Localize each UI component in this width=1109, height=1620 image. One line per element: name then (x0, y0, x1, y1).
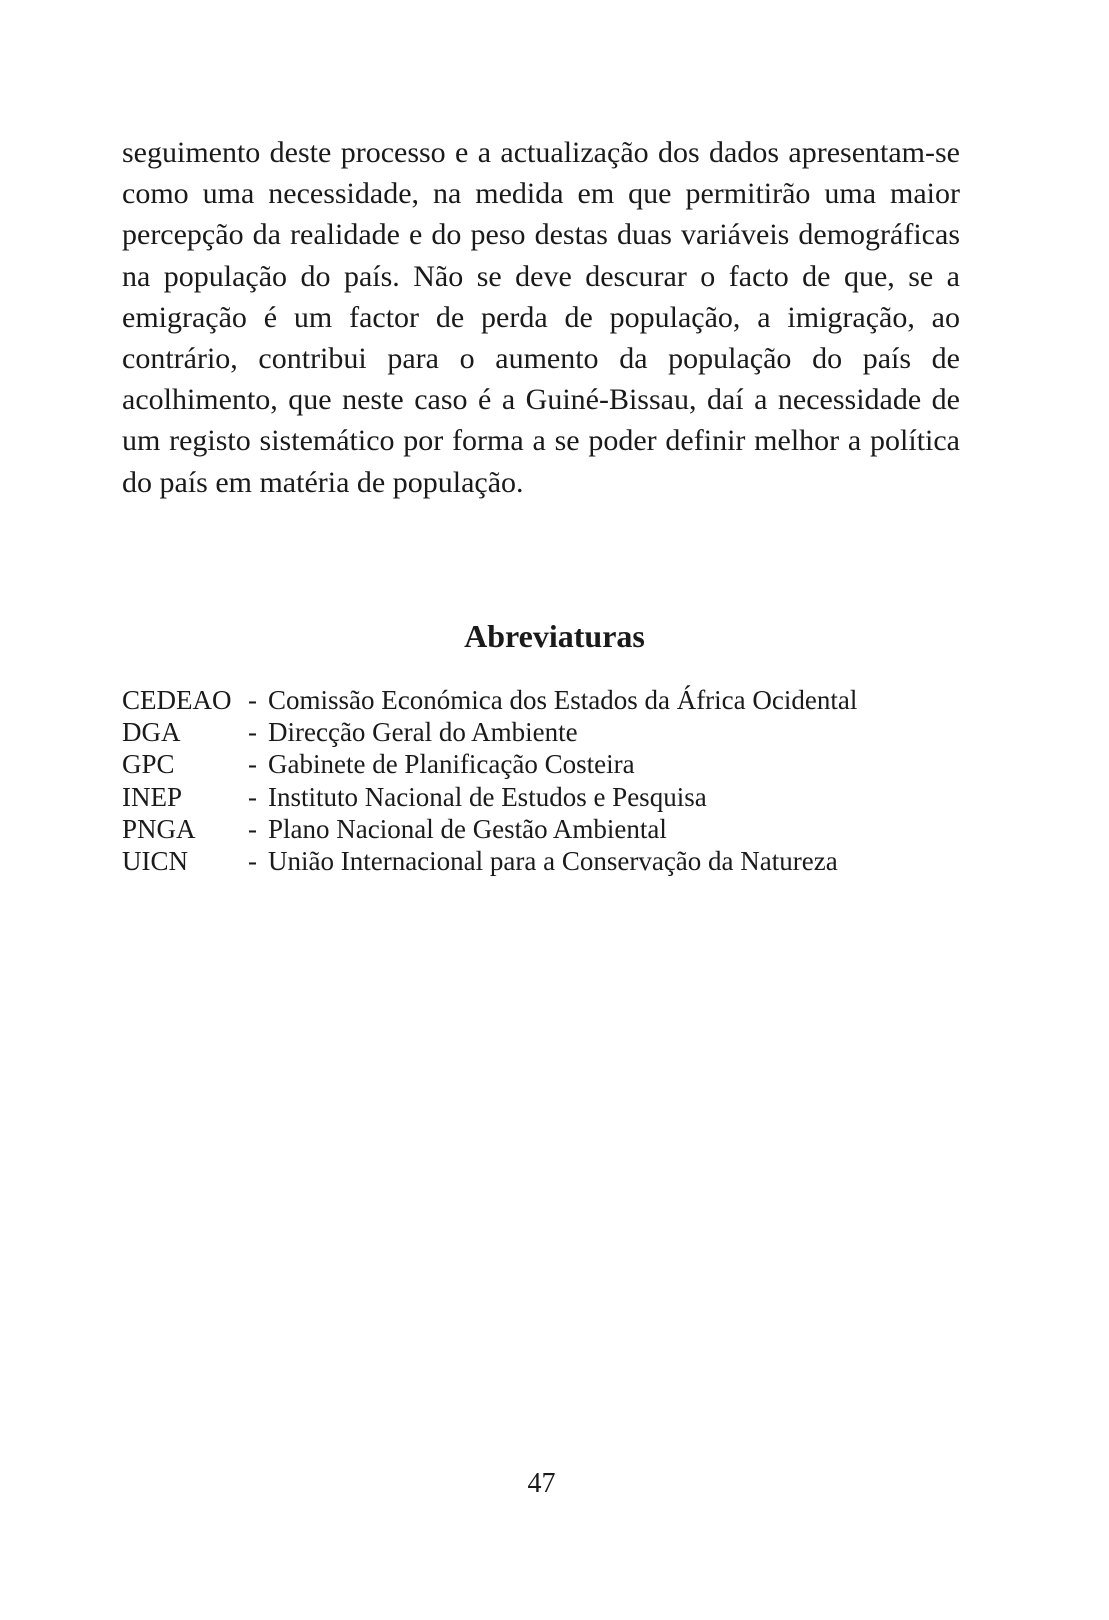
abbreviation-row (122, 781, 962, 813)
abbreviation-code: GPC (122, 749, 175, 780)
abbreviation-row (122, 716, 962, 748)
abbreviation-separator: - (248, 749, 257, 780)
abbreviation-description: Comissão Económica dos Estados da África Ocidental (268, 685, 858, 715)
abbreviation-list (122, 684, 962, 877)
abbreviation-code: PNGA (122, 813, 196, 844)
abbreviation-description: Direcção Geral do Ambiente (268, 717, 578, 748)
abbreviation-separator: - (248, 813, 257, 844)
abbreviation-row (122, 845, 962, 877)
abbreviation-code: DGA (122, 717, 181, 748)
abbreviation-description: Instituto Nacional de Estudos e Pesquisa (268, 781, 707, 812)
abbreviation-description: Gabinete de Planificação Costeira (268, 749, 635, 780)
body-paragraph: seguimento deste processo e a actualização dos dados apresentam-se como uma necessidade, na medida em que permitirão uma maior percepção da realidade e do peso destas duas variáveis demográficas na população do país. Não se deve descurar o facto de que, se a emigração é um factor de perda de população, a imigração, ao contrário, contribui para o aumento da população do país de acolhimento, que neste caso é a Guiné-Bissau, daí a necessidade de um registo sistemático por forma a se poder definir melhor a política do país em matéria de população. (122, 136, 960, 499)
abbreviation-row (122, 813, 962, 845)
abbreviation-row (122, 684, 962, 716)
abbreviation-code: UICN (122, 846, 188, 877)
abbreviation-description: Plano Nacional de Gestão Ambiental (268, 813, 667, 844)
abbreviation-description: União Internacional para a Conservação da Natureza (268, 846, 838, 877)
abbreviation-code: INEP (122, 781, 182, 812)
abbreviation-separator: - (248, 781, 257, 812)
abbreviation-separator: - (248, 685, 257, 715)
abbreviation-code: CEDEAO (122, 685, 232, 715)
abbreviation-separator: - (248, 717, 257, 748)
abbreviation-separator: - (248, 846, 257, 877)
page-number: 47 (527, 1468, 556, 1499)
abbreviation-row (122, 748, 962, 780)
section-title: Abreviaturas (464, 618, 645, 654)
